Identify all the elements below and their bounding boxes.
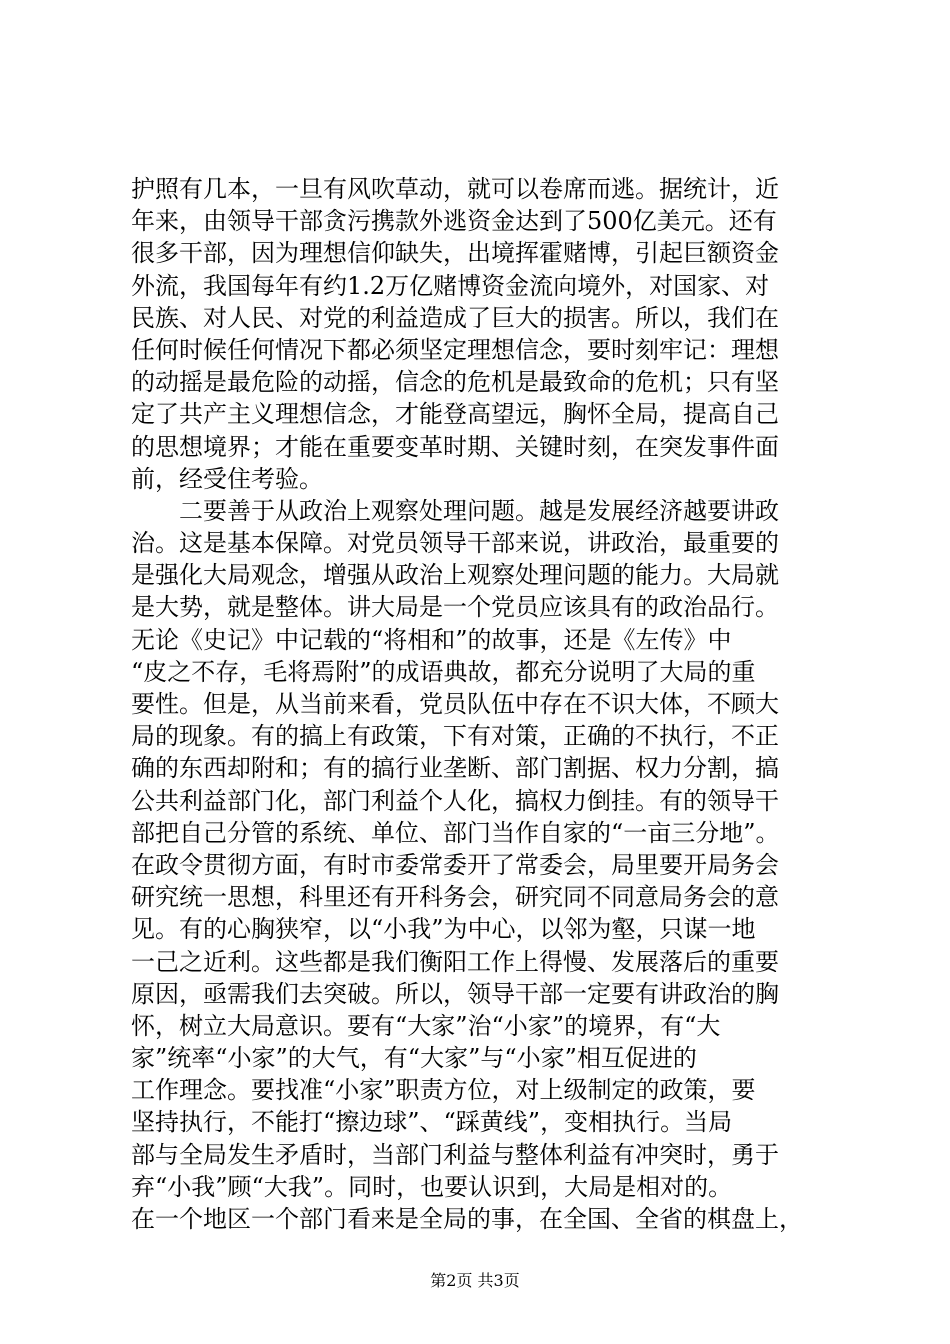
text-line: 家”统率“小家”的大气，有“大家”与“小家”相互促进的 xyxy=(131,1044,697,1073)
text-line: 的动摇是最危险的动摇，信念的危机是最致命的危机；只有坚 xyxy=(131,368,779,397)
text-line: 工作理念。要找准“小家”职责方位，对上级制定的政策，要 xyxy=(131,1076,756,1105)
text-line: 二要善于从政治上观察处理问题。越是发展经济越要讲政 xyxy=(131,496,779,525)
text-line: 定了共产主义理想信念，才能登高望远，胸怀全局，提高自己 xyxy=(131,400,779,429)
text-line: 局的现象。有的搞上有政策，下有对策，正确的不执行，不正 xyxy=(131,722,779,751)
text-line: 要性。但是，从当前来看，党员队伍中存在不识大体，不顾大 xyxy=(131,690,779,718)
text-line: 在政令贯彻方面，有时市委常委开了常委会，局里要开局务会 xyxy=(131,850,779,879)
text-line: 任何时候任何情况下都必须坚定理想信念，要时刻牢记：理想 xyxy=(131,335,779,364)
text-line: 年来，由领导干部贪污携款外逃资金达到了500亿美元。还有 xyxy=(131,207,777,236)
text-line: 民族、对人民、对党的利益造成了巨大的损害。所以，我们在 xyxy=(131,303,779,332)
text-line: 的思想境界；才能在重要变革时期、关键时刻，在突发事件面 xyxy=(131,432,779,461)
page-footer: 第2页 共3页 xyxy=(430,1271,520,1290)
text-line: 治。这是基本保障。对党员领导干部来说，讲政治，最重要的 xyxy=(131,529,779,558)
text-line: 确的东西却附和；有的搞行业垄断、部门割据、权力分割，搞 xyxy=(131,754,779,783)
text-line: 见。有的心胸狭窄，以“小我”为中心，以邻为壑，只谋一地 xyxy=(131,915,756,944)
text-line: 弃“小我”顾“大我”。同时，也要认识到，大局是相对的。 xyxy=(131,1172,733,1201)
text-line: 前，经受住考验。 xyxy=(131,464,323,493)
text-line: 是大势，就是整体。讲大局是一个党员应该具有的政治品行。 xyxy=(131,593,779,622)
body-text xyxy=(131,173,821,1235)
text-line: 原因，亟需我们去突破。所以，领导干部一定要有讲政治的胸 xyxy=(131,979,779,1008)
text-line: “皮之不存，毛将焉附”的成语典故，都充分说明了大局的重 xyxy=(131,657,756,686)
text-line: 部与全局发生矛盾时，当部门利益与整体利益有冲突时，勇于 xyxy=(131,1140,779,1169)
text-line: 部把自己分管的系统、单位、部门当作自家的“一亩三分地”。 xyxy=(131,818,780,847)
text-line: 研究统一思想，科里还有开科务会，研究同不同意局务会的意 xyxy=(131,883,779,912)
text-line: 怀，树立大局意识。要有“大家”治“小家”的境界，有“大 xyxy=(131,1011,721,1040)
text-line: 护照有几本，一旦有风吹草动，就可以卷席而逃。据统计，近 xyxy=(131,175,779,203)
text-line: 很多干部，因为理想信仰缺失，出境挥霍赌博，引起巨额资金 xyxy=(131,239,779,268)
text-line: 是强化大局观念，增强从政治上观察处理问题的能力。大局就 xyxy=(131,561,779,590)
text-line: 无论《史记》中记载的“将相和”的故事，还是《左传》中 xyxy=(131,625,732,654)
text-line: 坚持执行，不能打“擦边球”、“踩黄线”，变相执行。当局 xyxy=(131,1108,733,1137)
text-line: 在一个地区一个部门看来是全局的事，在全国、全省的棋盘上， xyxy=(131,1205,803,1233)
text-line: 公共利益部门化，部门利益个人化，搞权力倒挂。有的领导干 xyxy=(131,786,779,815)
text-line: 一己之近利。这些都是我们衡阳工作上得慢、发展落后的重要 xyxy=(131,947,779,976)
text-line: 外流，我国每年有约1.2万亿赌博资金流向境外，对国家、对 xyxy=(131,271,770,300)
